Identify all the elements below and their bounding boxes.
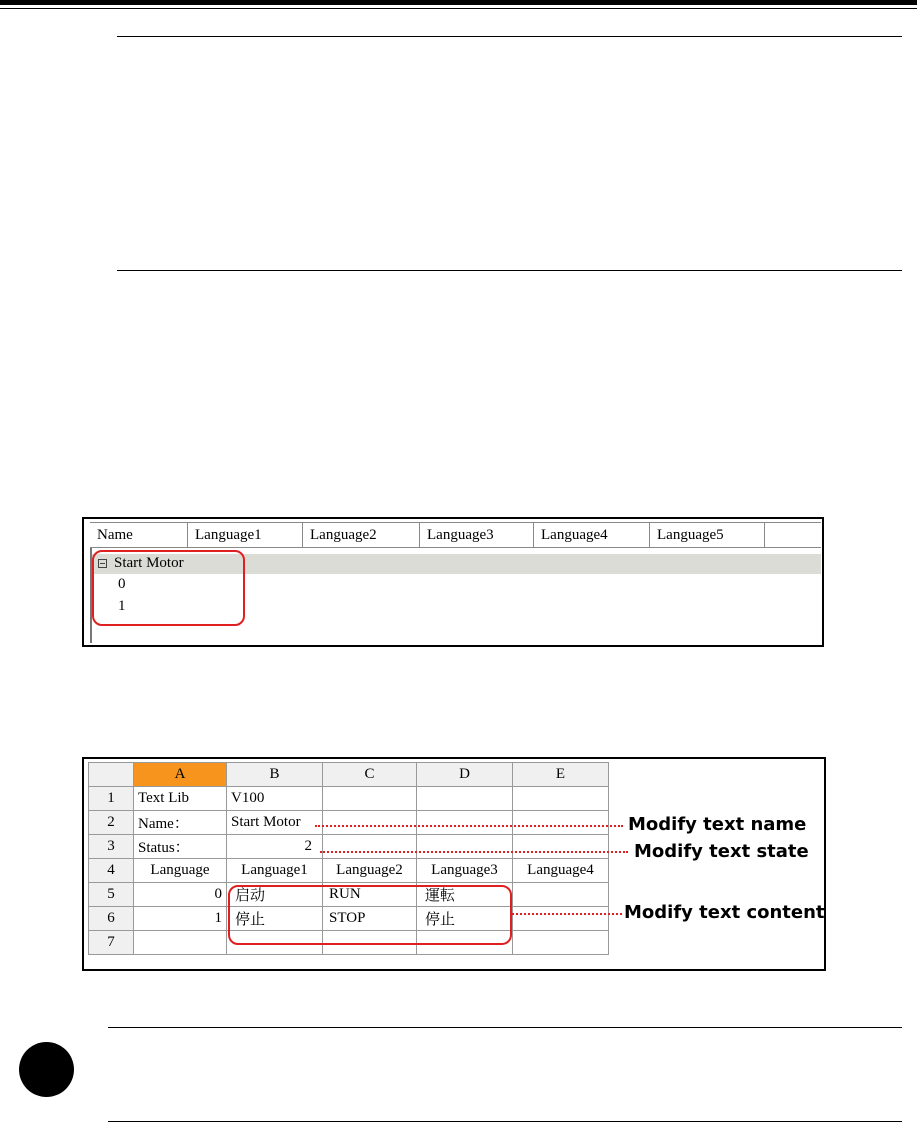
- column-header-name[interactable]: Name: [90, 523, 188, 547]
- col-header-e[interactable]: E: [513, 763, 609, 787]
- text-tree-table: [82, 517, 824, 647]
- row-header[interactable]: 7: [89, 931, 134, 955]
- note2-rule-top: [108, 1027, 902, 1028]
- row-header[interactable]: 2: [89, 811, 134, 835]
- annotation-text-state: Modify text state: [634, 841, 809, 862]
- column-header-language4[interactable]: Language4: [534, 523, 650, 547]
- highlight-box: [92, 550, 245, 626]
- tree-table-header: [90, 522, 821, 548]
- tree-child-0[interactable]: 0: [118, 576, 126, 592]
- row-header[interactable]: 1: [89, 787, 134, 811]
- cell-c3[interactable]: [323, 835, 417, 859]
- annotation-text-content: Modify text content: [624, 902, 825, 923]
- cell-d3[interactable]: [417, 835, 513, 859]
- note-rule-bottom: [117, 270, 902, 271]
- column-header-language3[interactable]: Language3: [420, 523, 534, 547]
- row-header[interactable]: 5: [89, 883, 134, 907]
- annotation-text-name: Modify text name: [628, 814, 807, 835]
- cell-e1[interactable]: [513, 787, 609, 811]
- leader-line-state: [320, 851, 628, 853]
- cell-c1[interactable]: [323, 787, 417, 811]
- table-row: [89, 859, 609, 883]
- cell-d4[interactable]: Language3: [417, 859, 513, 883]
- col-header-a[interactable]: A: [134, 763, 227, 787]
- cell-c2[interactable]: [323, 811, 417, 835]
- cell-e7[interactable]: [513, 931, 609, 955]
- cell-b2[interactable]: Start Motor: [227, 811, 323, 835]
- column-header-language2[interactable]: Language2: [303, 523, 420, 547]
- cell-e4[interactable]: Language4: [513, 859, 609, 883]
- tree-group-label[interactable]: Start Motor: [114, 555, 184, 571]
- col-header-b[interactable]: B: [227, 763, 323, 787]
- column-header-language5[interactable]: Language5: [650, 523, 765, 547]
- cell-e6[interactable]: [513, 907, 609, 931]
- note2-rule-bottom: [108, 1121, 902, 1122]
- cell-c4[interactable]: Language2: [323, 859, 417, 883]
- cell-c6[interactable]: STOP: [323, 907, 417, 931]
- table-row: [89, 811, 609, 835]
- col-header-d[interactable]: D: [417, 763, 513, 787]
- note-rule-top: [117, 36, 902, 37]
- cell-d5[interactable]: 運転: [417, 883, 513, 907]
- cell-b5[interactable]: 启动: [227, 883, 323, 907]
- cell-b1[interactable]: V100: [227, 787, 323, 811]
- cell-a5[interactable]: 0: [134, 883, 227, 907]
- row-header[interactable]: 6: [89, 907, 134, 931]
- column-header-spacer: [765, 523, 821, 547]
- content-highlight-box: [228, 885, 512, 945]
- cell-a3[interactable]: Status：: [134, 835, 227, 859]
- cell-d1[interactable]: [417, 787, 513, 811]
- tree-child-1[interactable]: 1: [118, 598, 126, 614]
- cell-e5[interactable]: [513, 883, 609, 907]
- cell-c5[interactable]: RUN: [323, 883, 417, 907]
- col-header-c[interactable]: C: [323, 763, 417, 787]
- header-rule-thin: [0, 8, 917, 9]
- corner-cell[interactable]: [89, 763, 134, 787]
- row-header[interactable]: 3: [89, 835, 134, 859]
- table-row: [89, 835, 609, 859]
- row-header[interactable]: 4: [89, 859, 134, 883]
- cell-a4[interactable]: Language: [134, 859, 227, 883]
- cell-b6[interactable]: 停止: [227, 907, 323, 931]
- note-bullet-icon: [19, 1042, 74, 1097]
- cell-b3[interactable]: 2: [227, 835, 323, 859]
- cell-b4[interactable]: Language1: [227, 859, 323, 883]
- leader-line-content: [512, 913, 622, 915]
- header-rule-thick: [0, 0, 917, 5]
- cell-d6[interactable]: 停止: [417, 907, 513, 931]
- text-lib-spreadsheet: [82, 757, 826, 971]
- cell-a1[interactable]: Text Lib: [134, 787, 227, 811]
- leader-line-name: [315, 825, 623, 827]
- cell-a7[interactable]: [134, 931, 227, 955]
- cell-e3[interactable]: [513, 835, 609, 859]
- cell-a2[interactable]: Name：: [134, 811, 227, 835]
- table-row: [89, 787, 609, 811]
- cell-e2[interactable]: [513, 811, 609, 835]
- column-header-language1[interactable]: Language1: [188, 523, 303, 547]
- sheet-header-row: [89, 763, 609, 787]
- cell-a6[interactable]: 1: [134, 907, 227, 931]
- cell-d2[interactable]: [417, 811, 513, 835]
